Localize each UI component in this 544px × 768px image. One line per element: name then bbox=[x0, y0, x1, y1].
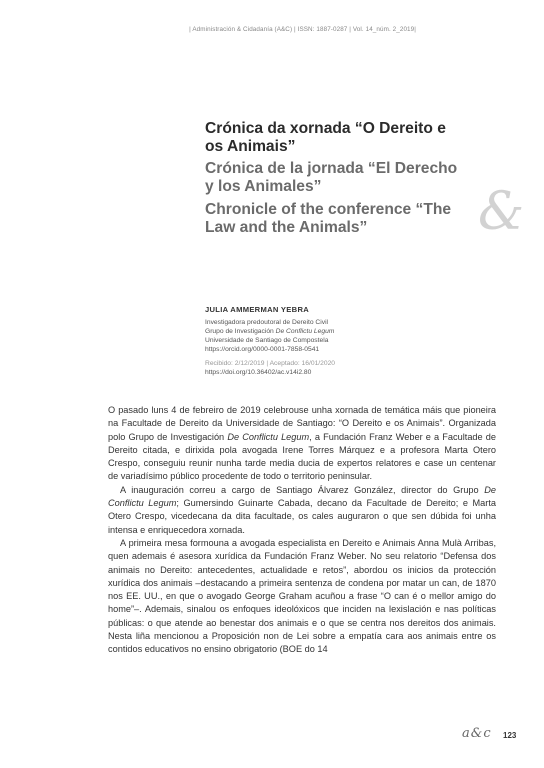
orcid-link[interactable]: https://orcid.org/0000-0001-7858-0541 bbox=[205, 346, 320, 353]
group-name: De Conflictu Legum bbox=[275, 328, 335, 335]
article-body bbox=[108, 404, 496, 657]
paragraph-2: A inauguración correu a cargo de Santiago Álvarez González, director do Grupo De Conflictu Legum; Gumersindo Guinarte Cabada, decano da Facultade de Dereito; e Marta Otero Crespo, vicedecana da dita facultade, os cales auguraron o que sen dúbida foi unha intensa e enriquecedora xornada. bbox=[108, 484, 496, 535]
article-titles bbox=[205, 120, 465, 237]
doi-link[interactable]: https://doi.org/10.36402/ac.v14i2.80 bbox=[205, 369, 312, 376]
running-head-text: | Administración & Cidadanía (A&C) | ISSN: 1887-0287 | Vol. 14_núm. 2_2019| bbox=[189, 26, 416, 33]
author-university: Universidade de Santiago de Compostela bbox=[205, 337, 329, 344]
paragraph-3: A primeira mesa formouna a avogada especialista en Dereito e Animais Anna Mulà Arribas, quen ademais é asesora xurídica da Fundación Franz Weber. No seu relatorio “Defensa dos animais no Dereito: antecedentes, actualidade e retos”, abordou os inicios da protección xurídica dos animais –destacando a primeira sentenza de condena por matar un can, de 1870 nos EE. UU., en que o avogado George Graham acuñou a frase “O can é o mellor amigo do home”–. Ademais, sinalou os enfoques ideolóxicos que inciden na lexislación e nas políticas públicas: o que atende ao benestar dos animais e o que se centra nos dereitos dos animais. Nesta liña mencionou a Proposición non de Lei sobre a empatía cara aos animais entre os contidos educativos no ensino obrigatorio (BOE do 14 bbox=[108, 537, 496, 655]
author-group: Grupo de Investigación De Conflictu Legum bbox=[205, 328, 335, 335]
title-galician: Crónica da xornada “O Dereito e os Animais” bbox=[205, 120, 446, 155]
paragraph-1: O pasado luns 4 de febreiro de 2019 celebrouse unha xornada de temática máis que pioneira na Facultade de Dereito da Universidade de Santiago: “O Dereito e os Animais”. Organizada polo Grupo de Investigación De Conflictu Legum, a Fundación Franz Weber e a Facultade de Dereito citada, e dirixida pola avogada Irene Torres Márquez e a profesora Marta Otero Crespo, conseguiu reunir nunha tarde media ducia de expertos relatores e case un centenar de variadísimo público procedente de todo o territorio peninsular. bbox=[108, 405, 497, 482]
page-number: 123 bbox=[503, 731, 517, 740]
ampersand-decoration: & bbox=[478, 182, 525, 242]
received-accepted-dates: Recibido: 2/12/2019 | Aceptado: 16/01/2020 bbox=[205, 360, 336, 367]
author-block bbox=[205, 305, 485, 378]
title-spanish: Crónica de la jornada “El Derecho y los Animales” bbox=[205, 160, 458, 195]
author-role: Investigadora predoutoral de Dereito Civil bbox=[205, 319, 329, 326]
journal-logo: a&c bbox=[462, 726, 492, 741]
title-english: Chronicle of the conference “The Law and the Animals” bbox=[205, 201, 452, 236]
author-name: JULIA AMMERMAN YEBRA bbox=[205, 305, 310, 314]
